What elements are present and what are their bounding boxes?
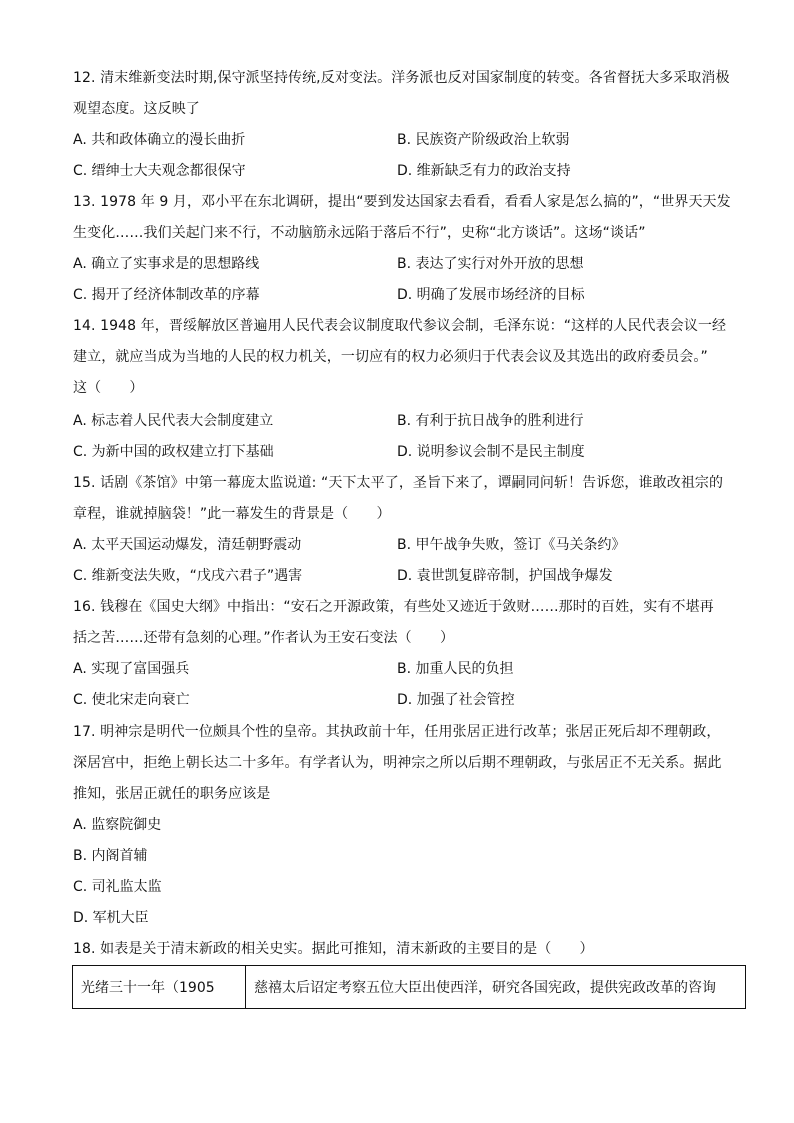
question-17-option-b: B. 内阁首辅: [73, 848, 148, 864]
question-14-option-d: D. 说明参议会制不是民主制度: [397, 444, 585, 460]
question-13-option-b: B. 表达了实行对外开放的思想: [397, 256, 584, 272]
question-14-line-1: 14. 1948 年，晋绥解放区普遍用人民代表会议制度取代参议会制，毛泽东说：“这样的人民代表会议一经: [73, 318, 727, 334]
question-15-option-c: C. 维新变法失败，“戊戌六君子”遇害: [73, 568, 303, 584]
question-14-line-3: 这（ ）: [73, 380, 144, 396]
question-13-option-c: C. 揭开了经济体制改革的序幕: [73, 287, 260, 303]
question-12-option-d: D. 维新缺乏有力的政治支持: [397, 163, 571, 179]
table-row: [73, 966, 746, 1009]
question-15-line-1: 15. 话剧《茶馆》中第一幕庞太监说道: “天下太平了，圣旨下来了，谭嗣同问斩！告诉您，谁敢改祖宗的: [73, 475, 724, 491]
question-12-line-2: 观望态度。这反映了: [73, 101, 200, 117]
question-17-line-1: 17. 明神宗是明代一位颇具个性的皇帝。其执政前十年，任用张居正进行改革；张居正死后却不理朝政，: [73, 724, 721, 740]
question-15-option-d: D. 袁世凯复辟帝制，护国战争爆发: [397, 568, 613, 584]
question-14-option-c: C. 为新中国的政权建立打下基础: [73, 444, 274, 460]
question-16-option-a: A. 实现了富国强兵: [73, 661, 190, 677]
question-13-line-2: 生变化……我们关起门来不行，不动脑筋永远陷于落后不行”，史称“北方谈话”。这场“谈话”: [73, 225, 646, 241]
question-17-option-d: D. 军机大臣: [73, 910, 149, 926]
question-14-line-2: 建立，就应当成为当地的人民的权力机关，一切应有的权力必须归于代表会议及其选出的政府委员会。”: [73, 349, 708, 365]
question-16-option-b: B. 加重人民的负担: [397, 661, 514, 677]
question-12-line-1: 12. 清末维新变法时期,保守派坚持传统,反对变法。洋务派也反对国家制度的转变。各省督抚大多采取消极: [73, 70, 730, 86]
question-18-line-1: 18. 如表是关于清末新政的相关史实。据此可推知，清末新政的主要目的是（ ）: [73, 941, 594, 957]
question-17-line-2: 深居宫中，拒绝上朝长达二十多年。有学者认为，明神宗之所以后期不理朝政，与张居正不无关系。据此: [73, 755, 722, 771]
question-15-option-b: B. 甲午战争失败，签订《马关条约》: [397, 537, 626, 553]
question-12-option-c: C. 缙绅士大夫观念都很保守: [73, 163, 246, 179]
question-17-line-3: 推知，张居正就任的职务应该是: [73, 786, 271, 802]
question-14-option-b: B. 有利于抗日战争的胜利进行: [397, 413, 584, 429]
question-17-option-a: A. 监察院御史: [73, 817, 162, 833]
question-16-option-c: C. 使北宋走向衰亡: [73, 692, 190, 708]
question-14-option-a: A. 标志着人民代表大会制度建立: [73, 413, 274, 429]
question-13-line-1: 13. 1978 年 9 月，邓小平在东北调研，提出“要到发达国家去看看，看看人家是怎么搞的”，“世界天天发: [73, 194, 731, 210]
question-12-option-a: A. 共和政体确立的漫长曲折: [73, 132, 246, 148]
question-13-option-a: A. 确立了实事求是的思想路线: [73, 256, 260, 272]
question-16-line-1: 16. 钱穆在《国史大纲》中指出：“安石之开源政策，有些处又迹近于敛财……那时的百姓，实有不堪再: [73, 599, 714, 615]
question-18-table: [72, 965, 746, 1009]
table-cell-event: 慈禧太后诏定考察五位大臣出使西洋，研究各国宪政，提供宪政改革的咨询: [246, 966, 746, 1009]
question-15-line-2: 章程，谁就掉脑袋！”此一幕发生的背景是（ ）: [73, 506, 391, 522]
question-15-option-a: A. 太平天国运动爆发，清廷朝野震动: [73, 537, 302, 553]
table-cell-year: 光绪三十一年（1905: [73, 966, 246, 1009]
question-16-line-2: 括之苦……还带有急刻的心理。”作者认为王安石变法（ ）: [73, 630, 455, 646]
question-12-option-b: B. 民族资产阶级政治上软弱: [397, 132, 570, 148]
question-13-option-d: D. 明确了发展市场经济的目标: [397, 287, 585, 303]
question-16-option-d: D. 加强了社会管控: [397, 692, 515, 708]
question-17-option-c: C. 司礼监太监: [73, 879, 162, 895]
